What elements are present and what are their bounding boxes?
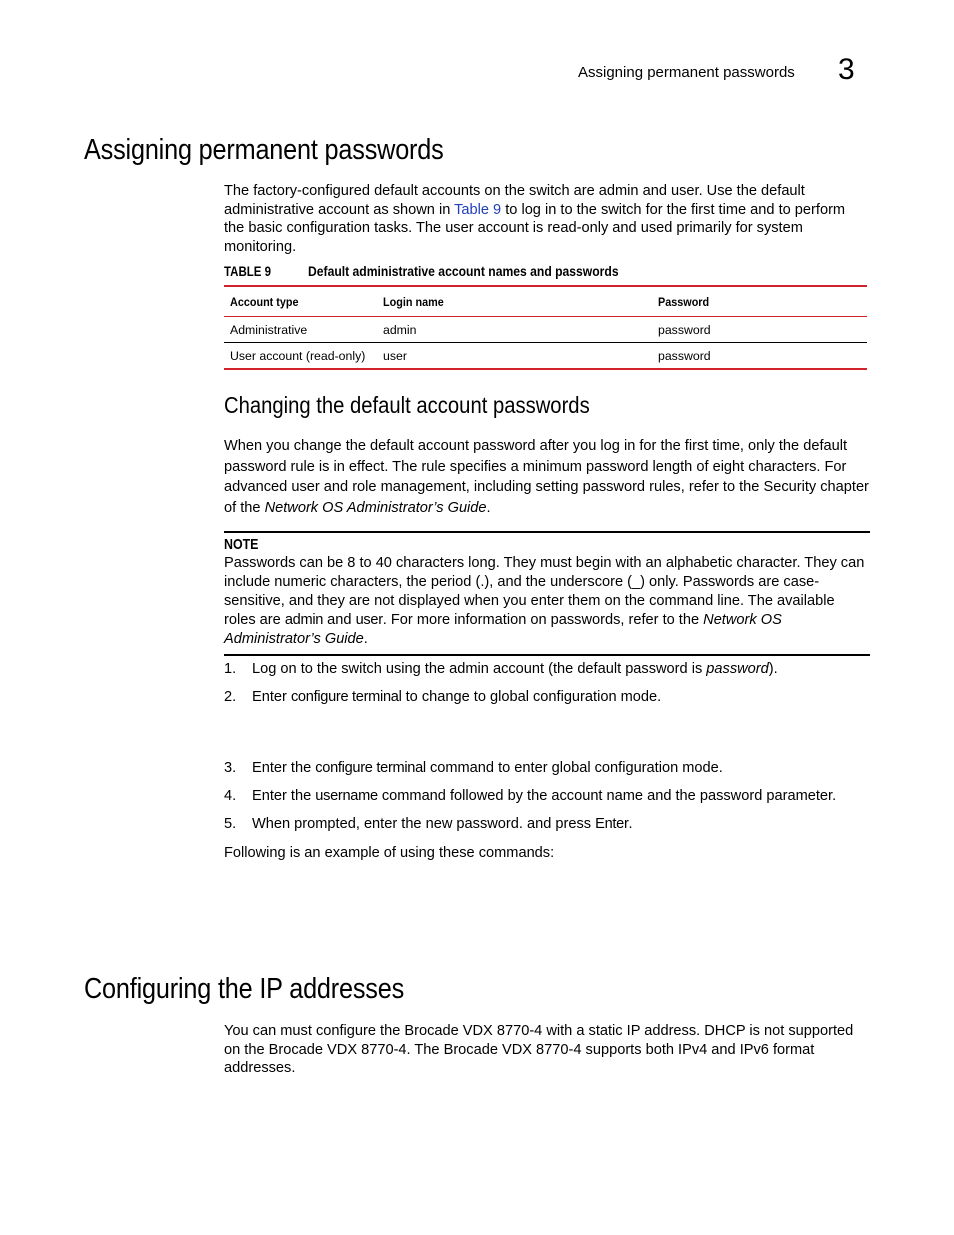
cell-account-type: Administrative: [230, 322, 308, 337]
table-caption-text: Default administrative account names and passwords: [308, 264, 619, 279]
keyword-admin: admin: [284, 612, 324, 628]
italic-password: password: [706, 661, 769, 677]
subsection-text-end: .: [486, 500, 491, 517]
keyword-user: user: [355, 612, 383, 628]
cell-login-name: user: [383, 348, 407, 363]
step-number: 2.: [224, 689, 237, 705]
step-text: When prompted, enter the new password. and press Enter.: [252, 816, 633, 832]
section-title-assigning-passwords: Assigning permanent passwords: [84, 134, 444, 166]
subsection-text: When you change the default account password after you log in for the first time, only the default password rule is in effect. The rule specifies a minimum password length of eight characters. For advanced user and role management, including setting password rules, refer to the Security chapter of the: [224, 438, 869, 517]
step-text: Enter the configure terminal command to enter global configuration mode.: [252, 760, 723, 776]
note-box: [224, 531, 870, 656]
running-header-title: Assigning permanent passwords: [578, 64, 795, 81]
command-configure-terminal: configure terminal: [290, 689, 402, 705]
guide-title-italic: Network OS Administrator’s Guide: [264, 500, 487, 517]
example-intro: Following is an example of using these commands:: [224, 845, 555, 861]
table-label: TABLE 9: [224, 264, 271, 279]
intro-text-after: to log in to the switch for the first time and to perform the basic configuration tasks. The user account is read-only and used primarily for system monitoring.: [224, 201, 846, 256]
subsection-title: Changing the default account passwords: [224, 392, 590, 418]
table-caption: [224, 264, 619, 279]
intro-text-before: The factory-configured default accounts on the switch are admin and user. Use the default administrative account as shown in: [224, 183, 805, 218]
note-guide-italic: Network OS Administrator’s Guide: [224, 612, 782, 647]
header-account-type: Account type: [230, 294, 299, 309]
cell-password: password: [658, 322, 711, 337]
header-login-name: Login name: [383, 294, 444, 309]
step-number: 1.: [224, 661, 237, 677]
table-row: [224, 343, 867, 370]
note-text: Passwords can be 8 to 40 characters long. They must begin with an alphabetic character. They can include numeric characters, the period (.), and the underscore (_) only. Passwords are case-sensitive, and they are not displayed when you enter them on the command line. The available roles are admin and user. For more information on passwords, refer to the Network OS Administrator’s Guide.: [224, 555, 865, 647]
section-title-ip-addresses: Configuring the IP addresses: [84, 973, 405, 1005]
key-enter: Enter: [595, 816, 629, 832]
cell-password: password: [658, 348, 711, 363]
table-9-link[interactable]: Table 9: [454, 201, 502, 218]
table-row: [224, 317, 867, 343]
step-text: Enter the username command followed by the account name and the password parameter.: [252, 788, 837, 804]
note-label: NOTE: [224, 537, 259, 553]
subsection-paragraph: [224, 436, 869, 519]
command-username: username: [315, 788, 378, 804]
table-header-row: [224, 286, 867, 317]
step-text: Log on to the switch using the admin account (the default password is password).: [252, 661, 778, 677]
step-number: 3.: [224, 760, 237, 776]
cell-account-type: User account (read-only): [230, 348, 366, 363]
chapter-number: 3: [838, 53, 855, 86]
header-password: Password: [658, 294, 710, 309]
step-number: 4.: [224, 788, 237, 804]
section-intro-paragraph: [224, 182, 869, 257]
cell-login-name: admin: [383, 322, 417, 337]
step-number: 5.: [224, 816, 237, 832]
ip-section-paragraph: You can must configure the Brocade VDX 8770-4 with a static IP address. DHCP is not supported on the Brocade VDX 8770-4. The Brocade VDX 8770-4 supports both IPv4 and IPv6 format addresses.: [224, 1023, 854, 1077]
step-text: Enter configure terminal to change to global configuration mode.: [252, 689, 662, 705]
accounts-table: [224, 285, 867, 370]
command-configure-terminal: configure terminal: [315, 760, 426, 776]
